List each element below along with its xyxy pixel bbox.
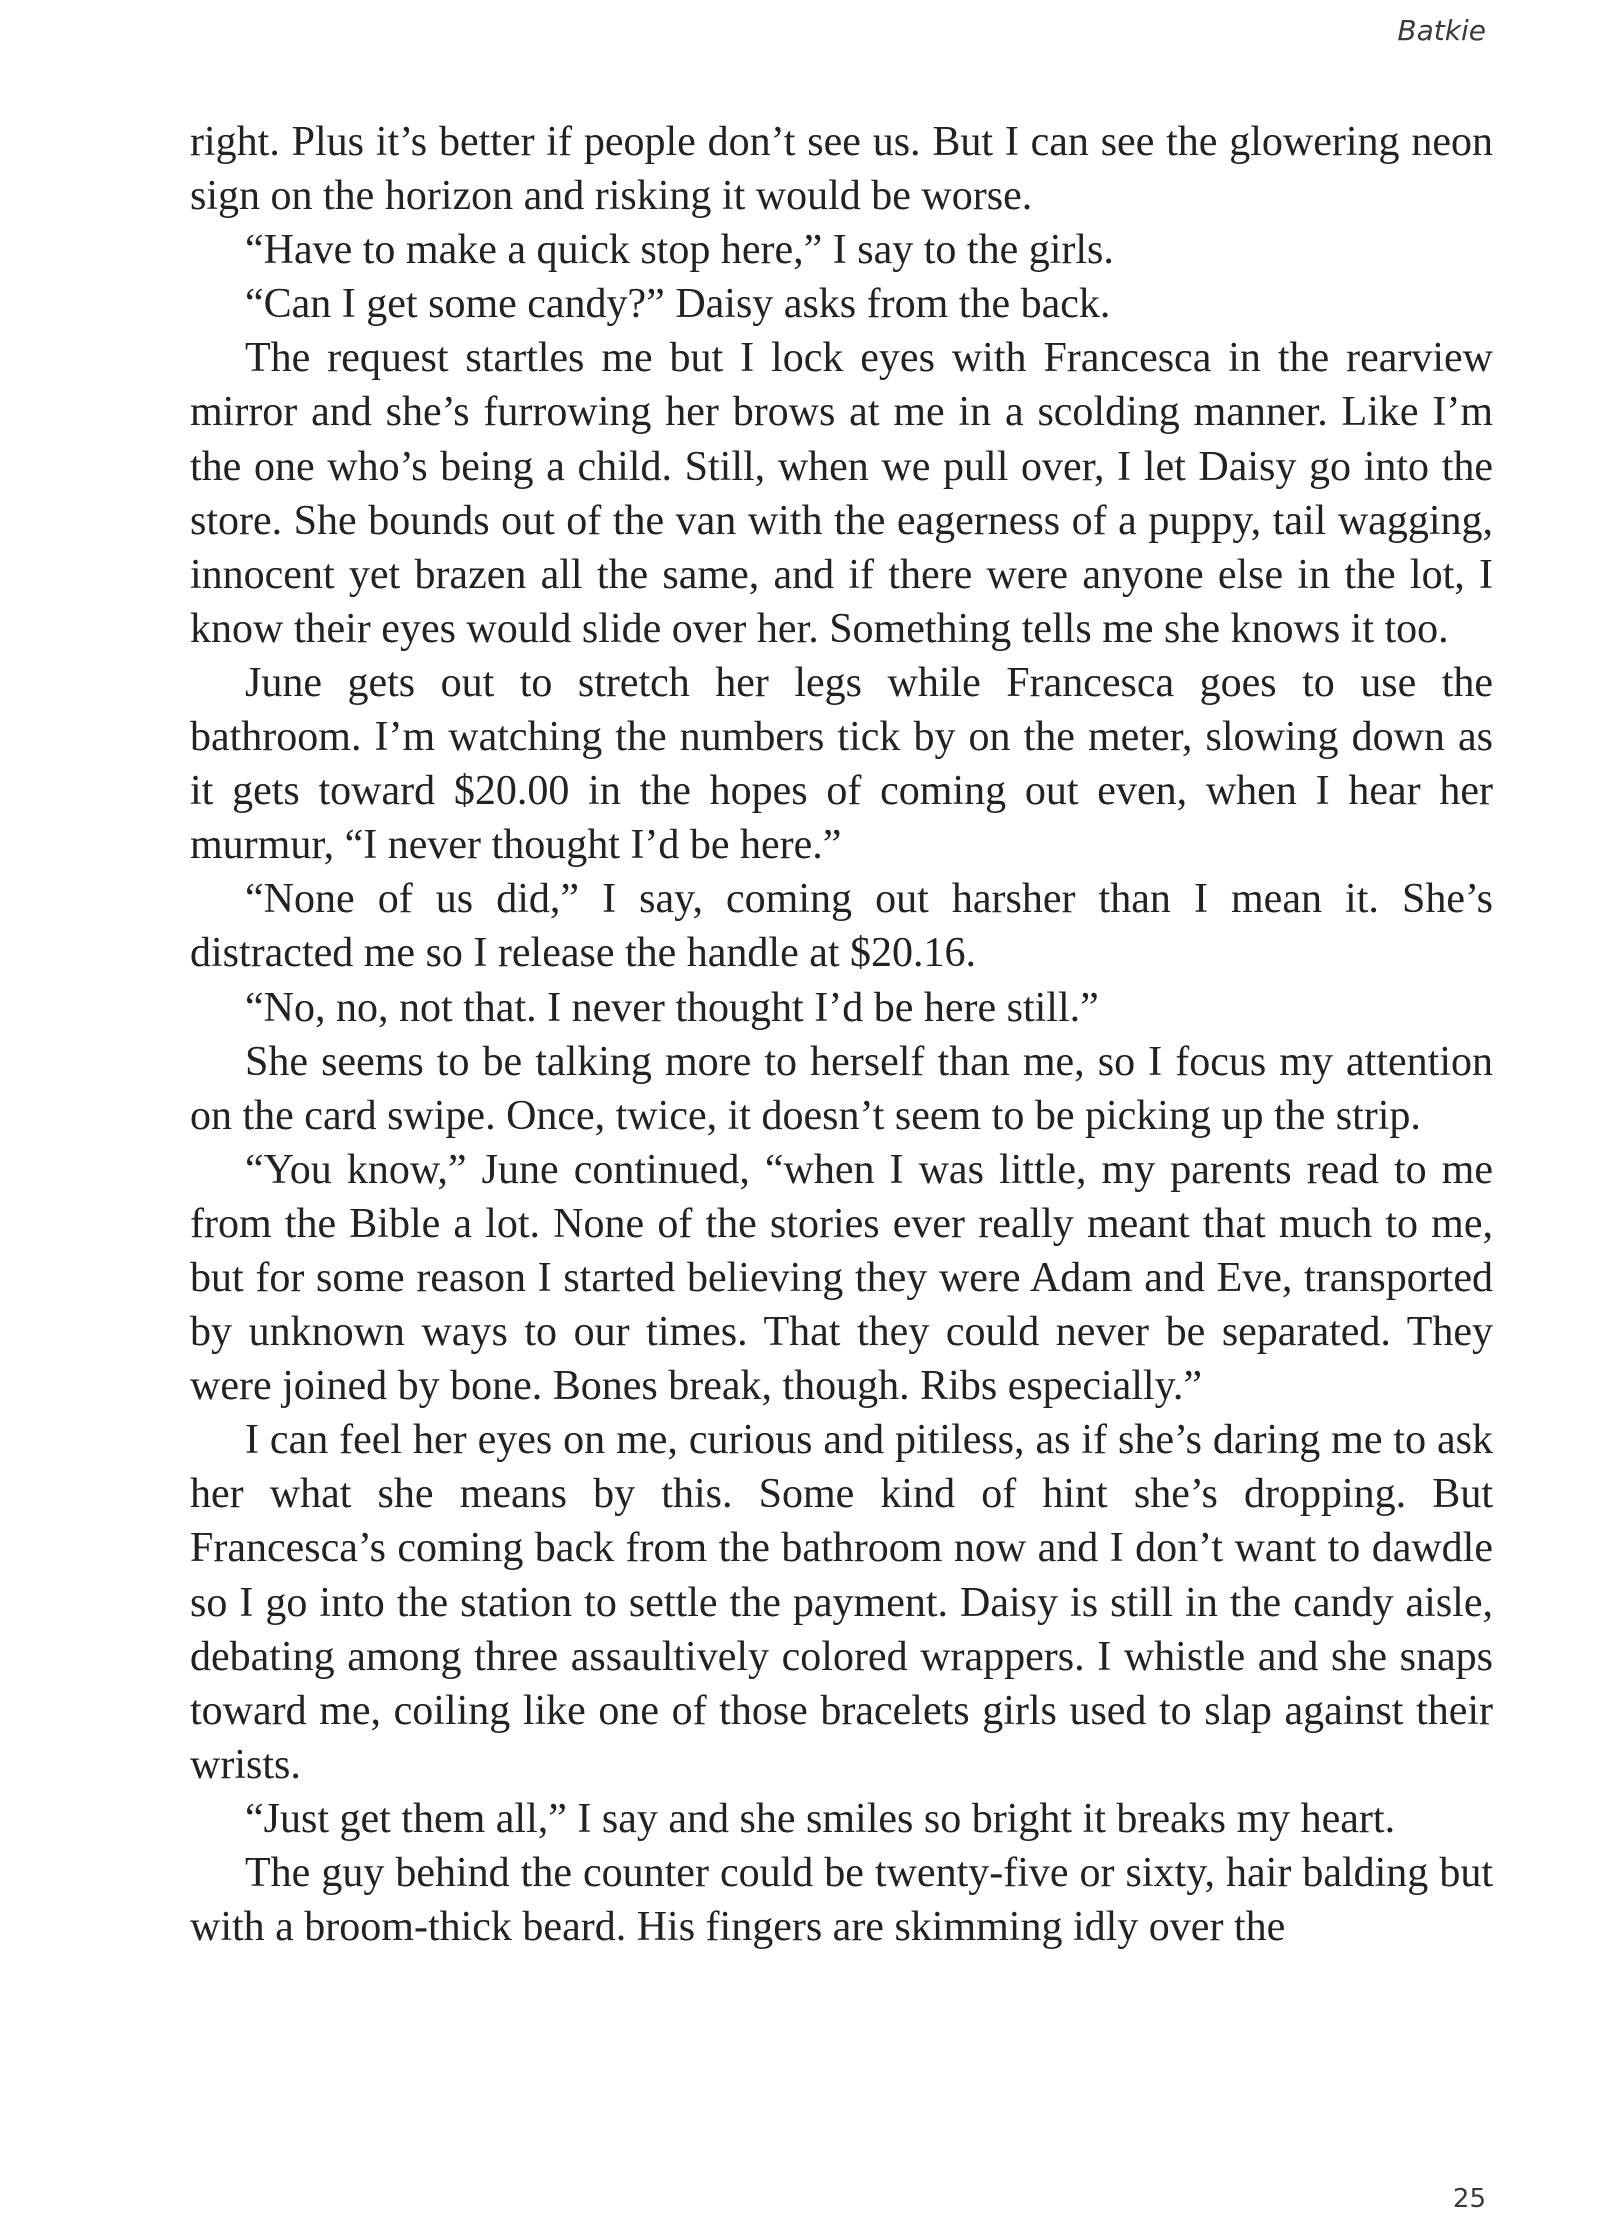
paragraph: “Can I get some candy?” Daisy asks from the back. bbox=[245, 281, 1111, 328]
paragraph: “No, no, not that. I never thought I’d be here still.” bbox=[245, 984, 1099, 1031]
paragraph: The request startles me but I lock eyes with Francesca in the rearview mirror and she’s furrowing her brows at me in a scolding manner. Like I’m the one who’s being a child. Still, when we pull over, I let Daisy go into the store. She bounds out of the van with the eagerness of a puppy, tail wagging, innocent yet brazen all the same, and if there were anyone else in the lot, I know their eyes would slide over her. Something tells me she knows it too. bbox=[190, 335, 1493, 652]
paragraph: The guy behind the counter could be twenty-five or sixty, hair balding but with a broom-thick beard. His fingers are skimming idly over the bbox=[190, 1850, 1493, 1951]
paragraph: June gets out to stretch her legs while Francesca goes to use the bathroom. I’m watching the numbers tick by on the meter, slowing down as it gets toward $20.00 in the hopes of coming out even, when I hear her murmur, “I never thought I’d be here.” bbox=[190, 659, 1493, 869]
paragraph: “Have to make a quick stop here,” I say to the girls. bbox=[245, 227, 1114, 274]
body-text bbox=[190, 115, 1493, 1954]
paragraph: I can feel her eyes on me, curious and pitiless, as if she’s daring me to ask her what she means by this. Some kind of hint she’s dropping. But Francesca’s coming back from the bathroom now and I don’t want to dawdle so I go into the station to settle the payment. Daisy is still in the candy aisle, debating among three assaultively colored wrappers. I whistle and she snaps toward me, coiling like one of those bracelets girls used to slap against their wrists. bbox=[190, 1417, 1493, 1788]
page-number: 25 bbox=[1452, 2184, 1486, 2214]
paragraph: “Just get them all,” I say and she smiles so bright it breaks my heart. bbox=[245, 1795, 1396, 1842]
paragraph-continued: right. Plus it’s better if people don’t see us. But I can see the glowering neon sign on the horizon and risking it would be worse. bbox=[190, 119, 1493, 220]
paragraph: “None of us did,” I say, coming out harsher than I mean it. She’s distracted me so I release the handle at $20.16. bbox=[190, 876, 1493, 977]
paragraph: She seems to be talking more to herself than me, so I focus my attention on the card swipe. Once, twice, it doesn’t seem to be picking up the strip. bbox=[190, 1038, 1493, 1139]
paragraph: “You know,” June continued, “when I was little, my parents read to me from the Bible a lot. None of the stories ever really meant that much to me, but for some reason I started believing they were Adam and Eve, transported by unknown ways to our times. That they could never be separated. They were joined by bone. Bones break, though. Ribs especially.” bbox=[190, 1146, 1493, 1410]
running-head: Batkie bbox=[1397, 14, 1486, 47]
